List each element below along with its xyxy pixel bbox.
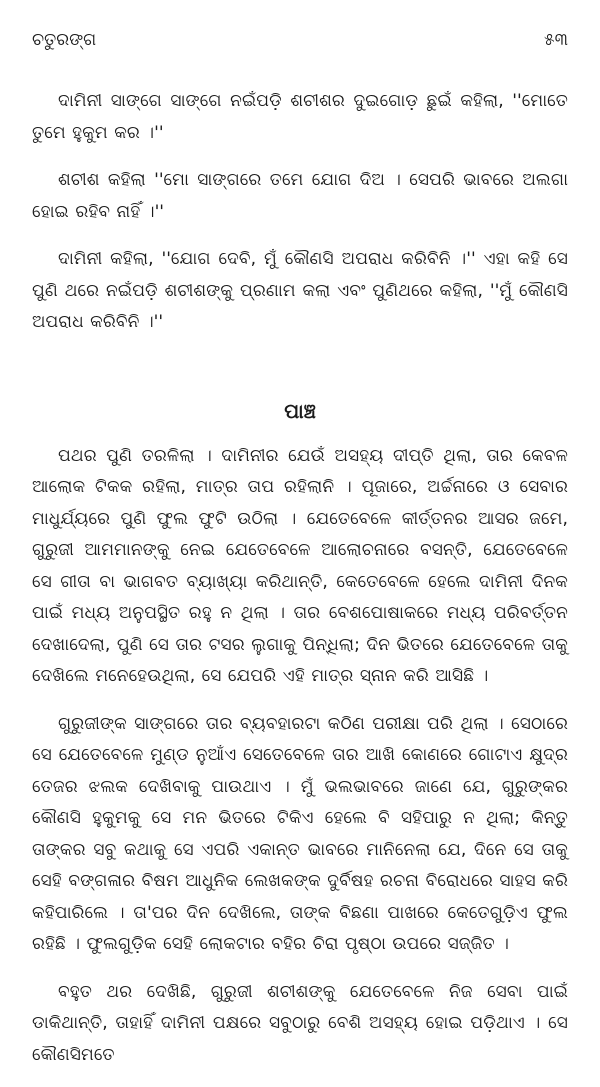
paragraph: ଦାମିନୀ କହିଲା, ''ଯୋଗ ଦେବି, ମୁଁ କୌଣସି ଅପରାଧ କରିବିନି ।'' ଏହା କହି ସେ ପୁଣି ଥରେ ନଇଁପଡ଼ି ଶଚୀଶଙ୍କୁ ପ୍ରଣାମ କଲା ଏବଂ ପୁଣିଥରେ କହିଲା, ''ମୁଁ କୌଣସି ଅପରାଧ କରିବିନି ।'' bbox=[32, 249, 568, 332]
page-body bbox=[32, 86, 568, 1087]
paragraph: ଶଚୀଶ କହିଲା ''ମୋ ସାଙ୍ଗରେ ତମେ ଯୋଗ ଦିଅ । ସେପରି ଭାବରେ ଅଲଗା ହୋଇ ରହିବ ନାହିଁ ।'' bbox=[32, 170, 568, 222]
running-header bbox=[32, 30, 568, 58]
paragraph: ବହୁତ ଥର ଦେଖିଛି, ଗୁରୁଜୀ ଶଚୀଶଙ୍କୁ ଯେତେବେଳେ ନିଜ ସେବା ପାଇଁ ଡାକିଥାନ୍ତି, ତାହାହିଁ ଦାମିନୀ ପକ୍ଷରେ ସବୁଠାରୁ ବେଶି ଅସହ୍ୟ ହୋଇ ପଡ଼ିଥାଏ । ସେ କୌଣସିମତେ bbox=[32, 981, 568, 1065]
paragraph: ପଥର ପୁଣି ତରଳିଲା । ଦାମିନୀର ଯେଉଁ ଅସହ୍ୟ ଦୀପ୍ତି ଥିଲା, ତାର କେବଳ ଆଲୋକ ଟିକକ ରହିଲା, ମାତ୍ର ତାପ ରହିଲାନି । ପୂଜାରେ, ଅର୍ଚ୍ଚନାରେ ଓ ସେବାର ମାଧୁର୍ଯ୍ୟରେ ପୁଣି ଫୁଲ ଫୁଟି ଉଠିଲା । ଯେତେବେଳେ କୀର୍ତ୍ତନର ଆସର ଜମେ, ଗୁରୁଜୀ ଆମମାନଙ୍କୁ ନେଇ ଯେତେବେଳେ ଆଲୋଚନାରେ ବସନ୍ତି, ଯେତେବେଳେ ସେ ଗୀତା ବା ଭାଗବତ ବ୍ୟାଖ୍ୟା କରିଥାନ୍ତି, କେତେବେଳେ ହେଲେ ଦାମିନୀ ଦିନକ ପାଇଁ ମଧ୍ୟ ଅନୁପସ୍ଥିତ ରହୁ ନ ଥିଲା । ତାର ବେଶପୋଷାକରେ ମଧ୍ୟ ପରିବର୍ତ୍ତନ ଦେଖାଦେଲା, ପୁଣି ସେ ତାର ଟସର ଲୁଗାକୁ ପିନ୍ଧିଲା; ଦିନ ଭିତରେ ଯେତେବେଳେ ତାକୁ ଦେଖିଲେ ମନେହେଉଥିଲା, ସେ ଯେପରି ଏହି ମାତ୍ର ସ୍ନାନ କରି ଆସିଛି । bbox=[32, 445, 568, 686]
chapter-heading: ପାଞ୍ଚ bbox=[284, 398, 316, 423]
paragraph: ଗୁରୁଜୀଙ୍କ ସାଙ୍ଗରେ ତାର ବ୍ୟବହାରଟା କଠିଣ ପରୀକ୍ଷା ପରି ଥିଲା । ସେଠାରେ ସେ ଯେତେବେଳେ ମୁଣ୍ଡ ନୁଆଁଏ ସେତେବେଳେ ତାର ଆଖି କୋଣରେ ଗୋଟାଏ କ୍ଷୁଦ୍ର ତେଜର ଝଲକ ଦେଖିବାକୁ ପାଉଥାଏ । ମୁଁ ଭଲଭାବରେ ଜାଣେ ଯେ, ଗୁରୁଙ୍କର କୌଣସି ହୁକୁମକୁ ସେ ମନ ଭିତରେ ଟିକିଏ ହେଲେ ବି ସହିପାରୁ ନ ଥିଲା; କିନ୍ତୁ ତାଙ୍କର ସବୁ କଥାକୁ ସେ ଏପରି ଏକାନ୍ତ ଭାବରେ ମାନିନେଲା ଯେ, ଦିନେ ସେ ତାକୁ ସେହି ବଙ୍ଗଳାର ବିଷମ ଆଧୁନିକ ଲେଖକଙ୍କ ଦୁର୍ବିଷହ ରଚନା ବିରୋଧରେ ସାହସ କରି କହିପାରିଲେ । ତା'ପର ଦିନ ଦେଖିଲେ, ତାଙ୍କ ବିଛଣା ପାଖରେ କେତେଗୁଡ଼ିଏ ଫୁଲ ରହିଛି । ଫୁଲଗୁଡ଼ିକ ସେହି ଲୋକଟାର ବହିର ଚିରା ପୃଷ୍ଠା ଉପରେ ସଜ୍ଜିତ । bbox=[32, 713, 568, 954]
page-number: ୫୩ bbox=[544, 30, 568, 50]
book-title: ଚତୁରଙ୍ଗ bbox=[32, 30, 97, 50]
paragraph: ଦାମିନୀ ସାଙ୍ଗେ ସାଙ୍ଗେ ନଇଁପଡ଼ି ଶଚୀଶର ଦୁଇଗୋଡ଼ ଛୁଇଁ କହିଲା, ''ମୋତେ ତୁମେ ହୁକୁମ କର ।'' bbox=[32, 91, 568, 143]
